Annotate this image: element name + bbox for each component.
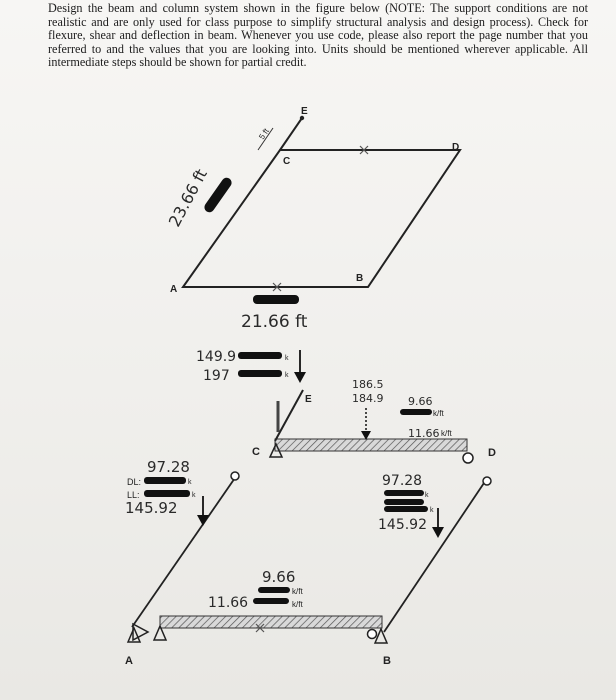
bb-dist-1: 9.66 — [262, 568, 296, 586]
loads-view — [125, 349, 496, 667]
roller-support-b — [368, 630, 377, 639]
svg-text:k: k — [192, 492, 196, 499]
plan-dim-width: 21.66 ft — [241, 312, 308, 332]
redaction-mark — [253, 295, 299, 304]
bottom-beam-loads — [208, 568, 303, 611]
plan-view — [165, 106, 460, 332]
label-e: E — [305, 394, 312, 405]
label-d: D — [488, 447, 496, 459]
right-column-loads — [378, 473, 444, 538]
e-unit-2: k — [285, 372, 289, 379]
left-top-value: 97.28 — [147, 458, 190, 476]
problem-statement: Design the beam and column system shown in the figure below (NOTE: The support conditions are not realistic and are only used for class purpose to simplify structural analysis and design process). Check for flexure, shear and deflection in beam. Whenever you use code, please also report the page number that you referred to and the values that you are looking into. Units should be mentioned wherever applicable. All intermediate steps should be shown for partial credit. — [48, 1, 588, 70]
plan-dim-short: 5 ft — [257, 126, 271, 142]
beam-cd — [275, 439, 467, 451]
plan-dim-long: 23.66 ft — [164, 165, 211, 230]
svg-text:k: k — [188, 479, 192, 486]
e-unit-1: k — [285, 355, 289, 362]
ll-label: LL: — [127, 490, 140, 500]
plan-label-a: A — [170, 284, 178, 295]
rb-dist-1: 9.66 — [408, 395, 433, 408]
right-bottom-value: 145.92 — [378, 517, 427, 533]
right-beam-loads — [352, 378, 452, 440]
e-load-1: 149.9 — [196, 349, 237, 365]
plan-label-e: E — [301, 106, 308, 117]
svg-text:k/ft: k/ft — [292, 600, 303, 609]
bb-dist-2: 11.66 — [208, 595, 249, 611]
point-load-e — [196, 349, 306, 384]
label-a: A — [125, 655, 133, 667]
svg-text:k: k — [425, 492, 429, 499]
rb-point-1: 186.5 — [352, 378, 384, 391]
left-column-loads — [125, 458, 209, 526]
plan-label-d: D — [452, 142, 460, 153]
rb-point-2: 184.9 — [352, 392, 384, 405]
roller-support-d — [463, 453, 473, 463]
dl-label: DL: — [127, 477, 142, 487]
beam-ab — [160, 616, 382, 628]
label-c: C — [252, 446, 260, 458]
left-bottom-value: 145.92 — [125, 499, 178, 517]
rb-dist-2: 11.66 — [408, 427, 440, 440]
svg-text:k: k — [430, 507, 434, 514]
svg-text:k/ft: k/ft — [433, 409, 444, 418]
plan-frame — [183, 150, 460, 287]
svg-text:k/ft: k/ft — [292, 587, 303, 596]
roller-top-a — [231, 472, 239, 480]
e-load-2: 197 — [203, 368, 230, 384]
roller-top-b — [483, 477, 491, 485]
label-b: B — [383, 655, 391, 667]
plan-cantilever — [280, 118, 302, 150]
right-top-value: 97.28 — [382, 473, 423, 489]
plan-label-b: B — [356, 273, 364, 284]
plan-label-c: C — [283, 156, 291, 167]
svg-text:k/ft: k/ft — [441, 429, 452, 438]
